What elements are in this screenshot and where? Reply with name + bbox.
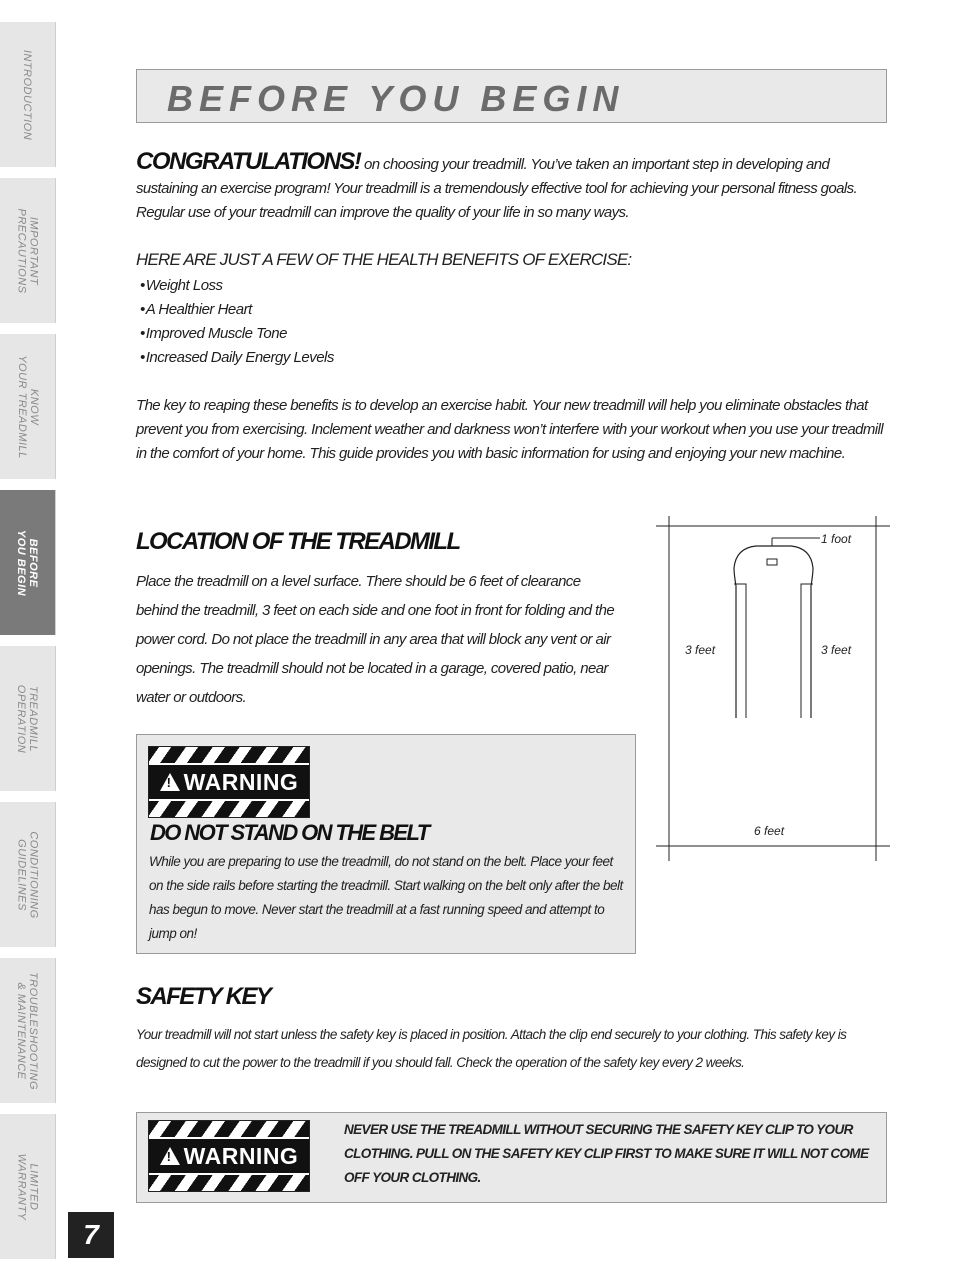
warning-badge-label: WARNING	[183, 1142, 299, 1169]
tab-important-precautions[interactable]	[0, 178, 56, 323]
clearance-diagram	[656, 516, 890, 866]
tab-before-you-begin[interactable]	[0, 490, 56, 635]
tab-treadmill-operation[interactable]	[0, 646, 56, 791]
safety-warning-text: NEVER USE THE TREADMILL WITHOUT SECURING THE SAFETY KEY CLIP TO YOUR CLOTHING. PULL ON THE SAFETY KEY CLIP FIRST TO MAKE SURE IT WILL NOT COME OFF YOUR CLOTHING.	[344, 1122, 869, 1185]
tab-troubleshooting-maintenance[interactable]	[0, 958, 56, 1103]
tab-label: KNOW YOUR TREADMILL	[15, 354, 40, 459]
benefits-list	[140, 274, 334, 370]
intro-paragraph	[136, 150, 888, 225]
tab-label: TREADMILL OPERATION	[15, 684, 40, 753]
safety-text: Your treadmill will not start unless the safety key is placed in position. Attach the clip end securely to your clothing. This safety key is designed to cut the power to the treadmill if you should fall. Check the operation of the safety key every 2 weeks.	[136, 1027, 847, 1070]
benefits-heading: HERE ARE JUST A FEW OF THE HEALTH BENEFITS OF EXERCISE:	[136, 250, 632, 269]
list-item: • Weight Loss	[140, 274, 334, 298]
warning-triangle-icon	[160, 1147, 180, 1165]
tab-label: INTRODUCTION	[21, 49, 34, 140]
page-title-bar	[136, 69, 887, 123]
warning-triangle-icon	[160, 773, 180, 791]
tab-know-your-treadmill[interactable]	[0, 334, 56, 479]
list-item: • Improved Muscle Tone	[140, 322, 334, 346]
tab-label: TROUBLESHOOTING & MAINTENANCE	[15, 971, 40, 1090]
list-item: • A Healthier Heart	[140, 298, 334, 322]
tab-limited-warranty[interactable]	[0, 1114, 56, 1259]
warning-heading: DO NOT STAND ON THE BELT	[150, 820, 429, 845]
key-paragraph: The key to reaping these benefits is to develop an exercise habit. Your new treadmill will help you eliminate obstacles that prevent you from exercising. Inclement weather and darkness won’t interfere with your workout when you use your treadmill in the comfort of your home. This guide provides you with basic information for using and enjoying your new machine.	[136, 397, 883, 462]
tab-label: IMPORTANT PRECAUTIONS	[15, 208, 40, 293]
tab-introduction[interactable]	[0, 22, 56, 167]
warning-badge	[148, 1120, 310, 1192]
label-right-clearance: 3 feet	[821, 643, 852, 657]
location-text: Place the treadmill on a level surface. There should be 6 feet of clearance behind the treadmill, 3 feet on each side and one foot in front for folding and the power cord. Do not place the treadmill in any area that will block any vent or air openings. The treadmill should not be located in a garage, covered patio, near water or outdoors.	[136, 573, 615, 706]
location-heading: LOCATION OF THE TREADMILL	[136, 528, 460, 555]
tab-conditioning-guidelines[interactable]	[0, 802, 56, 947]
tab-label: BEFORE YOU BEGIN	[15, 529, 40, 596]
tab-label: LIMITED WARRANTY	[15, 1153, 40, 1220]
intro-text: on choosing your treadmill. You’ve taken an important step in developing and sustaining an exercise program! Your treadmill is a tremendously effective tool for achieving your personal fitness goals. Regular use of your treadmill can improve the quality of your life in so many ways.	[136, 156, 858, 221]
warning-badge-label: WARNING	[183, 768, 299, 795]
label-front-clearance: 1 foot	[821, 532, 852, 546]
label-left-clearance: 3 feet	[685, 643, 716, 657]
list-item: • Increased Daily Energy Levels	[140, 346, 334, 370]
label-back-clearance: 6 feet	[754, 824, 785, 838]
safety-heading: SAFETY KEY	[136, 983, 271, 1010]
warning-text: While you are preparing to use the treadmill, do not stand on the belt. Place your feet on the side rails before starting the treadmill. Start walking on the belt only after the belt has begun to move. Never start the treadmill at a fast running speed and attempt to jump on!	[149, 854, 623, 941]
page-title: BEFORE YOU BEGIN	[167, 78, 625, 119]
congratulations-lead: CONGRATULATIONS!	[136, 148, 361, 175]
tab-label: CONDITIONING GUIDELINES	[15, 830, 40, 919]
warning-badge	[148, 746, 310, 818]
page-number: 7	[68, 1212, 114, 1258]
